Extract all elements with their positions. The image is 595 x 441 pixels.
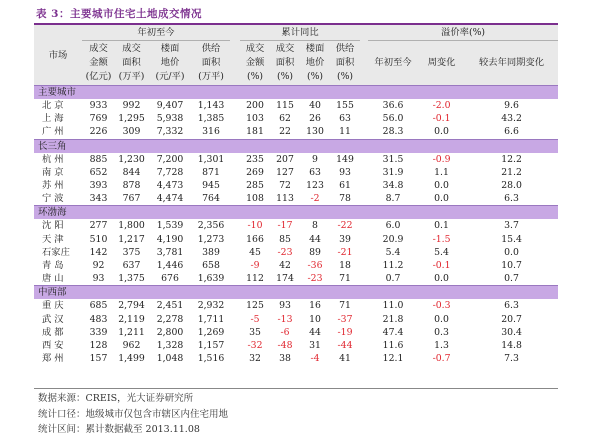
header-spacer bbox=[230, 25, 240, 86]
table-row bbox=[34, 313, 558, 326]
value-cell: 181 bbox=[246, 126, 264, 138]
value-cell: 1,639 bbox=[197, 273, 225, 285]
value-cell: 1,048 bbox=[156, 353, 184, 365]
value-cell: 103 bbox=[246, 113, 264, 125]
value-cell: 200 bbox=[246, 100, 264, 111]
value-cell: 0.0 bbox=[434, 126, 449, 138]
value-cell: 26 bbox=[309, 113, 321, 125]
value-cell: 44 bbox=[309, 233, 321, 245]
value-cell: -10 bbox=[247, 220, 263, 232]
value-cell: -21 bbox=[337, 246, 353, 258]
value-cell: 0.7 bbox=[385, 273, 401, 285]
value-cell: -13 bbox=[277, 313, 293, 325]
section-header-row bbox=[34, 206, 558, 220]
value-cell: 3.7 bbox=[504, 220, 519, 232]
value-cell: 685 bbox=[89, 300, 108, 312]
ytd-col-header: 楼面 地价 (元/平) bbox=[148, 41, 192, 86]
table-row bbox=[34, 246, 558, 259]
spacer-cell bbox=[360, 179, 368, 192]
value-cell: 339 bbox=[89, 326, 108, 338]
city-name: 广 州 bbox=[42, 126, 64, 138]
value-cell: 7.3 bbox=[504, 353, 519, 365]
value-cell: 285 bbox=[246, 180, 264, 192]
value-cell: 7,728 bbox=[156, 166, 184, 178]
city-name: 青 岛 bbox=[42, 260, 64, 272]
spacer-cell bbox=[230, 192, 240, 206]
value-cell: 0.3 bbox=[434, 326, 449, 338]
table-row bbox=[34, 112, 558, 125]
header-spacer bbox=[360, 25, 368, 86]
value-cell: 15.4 bbox=[501, 233, 522, 245]
value-cell: 0.1 bbox=[434, 220, 449, 232]
value-cell: 871 bbox=[202, 166, 220, 178]
value-cell: 11 bbox=[339, 126, 351, 138]
value-cell: -9 bbox=[250, 260, 260, 272]
value-cell: 174 bbox=[276, 273, 294, 285]
value-cell: 31.5 bbox=[382, 153, 404, 165]
note-source: 数据来源：CREIS，光大证券研究所 bbox=[38, 393, 194, 404]
value-cell: 2,451 bbox=[156, 300, 184, 312]
value-cell: 2,932 bbox=[197, 300, 225, 312]
city-name: 石家庄 bbox=[42, 246, 70, 258]
spacer-cell bbox=[360, 313, 368, 326]
city-name: 杭 州 bbox=[42, 153, 64, 165]
value-cell: 945 bbox=[202, 180, 220, 192]
value-cell: 343 bbox=[89, 193, 108, 205]
spacer-cell bbox=[230, 352, 240, 365]
yoy-col-header: 成交 金额 (%) bbox=[240, 41, 270, 86]
value-cell: 22 bbox=[279, 126, 291, 138]
value-cell: -0.1 bbox=[432, 260, 451, 272]
value-cell: 62 bbox=[279, 113, 291, 125]
value-cell: 2,800 bbox=[156, 326, 184, 338]
ytd-col-header: 成交 面积 (万平) bbox=[115, 41, 148, 86]
value-cell: 18 bbox=[339, 260, 351, 272]
value-cell: 235 bbox=[246, 153, 264, 165]
value-cell: 20.9 bbox=[382, 233, 404, 245]
value-cell: 63 bbox=[309, 166, 321, 178]
spacer-cell bbox=[230, 125, 240, 139]
value-cell: 1,217 bbox=[118, 233, 145, 245]
value-cell: 108 bbox=[246, 193, 264, 205]
value-cell: 2,794 bbox=[118, 300, 145, 312]
spacer-cell bbox=[360, 219, 368, 232]
value-cell: 3,781 bbox=[156, 246, 184, 258]
section-header-row bbox=[34, 286, 558, 300]
table-row bbox=[34, 352, 558, 365]
value-cell: 9 bbox=[312, 153, 318, 165]
value-cell: 20.7 bbox=[501, 313, 522, 325]
value-cell: 1,269 bbox=[197, 326, 225, 338]
table-row bbox=[34, 153, 558, 166]
land-transaction-table bbox=[34, 25, 558, 365]
city-name: 重 庆 bbox=[42, 300, 64, 312]
value-cell: 44 bbox=[309, 326, 321, 338]
value-cell: 6.3 bbox=[504, 300, 519, 312]
value-cell: -17 bbox=[277, 220, 293, 232]
spacer-cell bbox=[230, 259, 240, 272]
table-row bbox=[34, 99, 558, 112]
value-cell: 992 bbox=[122, 100, 141, 111]
value-cell: 6.0 bbox=[385, 220, 401, 232]
ytd-col-header: 成交 金额 (亿元) bbox=[82, 41, 115, 86]
value-cell: 21.2 bbox=[501, 166, 522, 178]
city-name: 唐 山 bbox=[42, 273, 64, 285]
value-cell: 12.1 bbox=[382, 353, 404, 365]
value-cell: 1,516 bbox=[197, 353, 225, 365]
spacer-cell bbox=[360, 153, 368, 166]
value-cell: 130 bbox=[306, 126, 324, 138]
value-cell: 125 bbox=[246, 300, 264, 312]
value-cell: 28.3 bbox=[382, 126, 404, 138]
value-cell: 1.1 bbox=[434, 166, 449, 178]
value-cell: -32 bbox=[247, 340, 263, 352]
value-cell: 2,119 bbox=[118, 313, 145, 325]
value-cell: 34.8 bbox=[382, 180, 404, 192]
value-cell: 39 bbox=[339, 233, 351, 245]
value-cell: 43.2 bbox=[501, 113, 522, 125]
yoy-col-header: 成交 面积 (%) bbox=[270, 41, 300, 86]
value-cell: 85 bbox=[279, 233, 291, 245]
city-name: 南 京 bbox=[42, 166, 64, 178]
value-cell: 0.0 bbox=[434, 273, 449, 285]
value-cell: 166 bbox=[246, 233, 264, 245]
value-cell: 878 bbox=[122, 180, 141, 192]
value-cell: 1,711 bbox=[197, 313, 225, 325]
value-cell: 962 bbox=[122, 340, 141, 352]
value-cell: 8 bbox=[312, 220, 318, 232]
value-cell: 11.2 bbox=[382, 260, 404, 272]
value-cell: 38 bbox=[279, 353, 291, 365]
value-cell: 4,473 bbox=[156, 180, 184, 192]
city-name: 苏 州 bbox=[42, 180, 64, 192]
section-label: 长三角 bbox=[34, 139, 558, 153]
table-body bbox=[34, 86, 558, 366]
value-cell: 393 bbox=[89, 180, 108, 192]
city-name: 西 安 bbox=[42, 340, 64, 352]
ytd-col-header: 供给 面积 (万平) bbox=[192, 41, 230, 86]
value-cell: 92 bbox=[92, 260, 105, 272]
value-cell: 1,328 bbox=[156, 340, 184, 352]
value-cell: 71 bbox=[339, 300, 351, 312]
section-label: 环渤海 bbox=[34, 206, 558, 220]
spacer-cell bbox=[360, 259, 368, 272]
table-row bbox=[34, 192, 558, 206]
spacer-cell bbox=[360, 339, 368, 352]
table-title: 表 3：主要城市住宅土地成交情况 bbox=[36, 8, 202, 20]
value-cell: -44 bbox=[337, 340, 353, 352]
table-row bbox=[34, 233, 558, 246]
value-cell: 767 bbox=[122, 193, 141, 205]
spacer-cell bbox=[230, 179, 240, 192]
value-cell: 764 bbox=[202, 193, 220, 205]
city-name: 北 京 bbox=[42, 100, 64, 111]
value-cell: 0.0 bbox=[434, 313, 449, 325]
spacer-cell bbox=[230, 339, 240, 352]
value-cell: 115 bbox=[276, 100, 294, 111]
value-cell: 7,332 bbox=[156, 126, 184, 138]
spacer-cell bbox=[230, 219, 240, 232]
value-cell: 1,230 bbox=[118, 153, 145, 165]
table-row bbox=[34, 259, 558, 272]
value-cell: 226 bbox=[89, 126, 108, 138]
value-cell: 31 bbox=[309, 340, 321, 352]
value-cell: 61 bbox=[339, 180, 351, 192]
value-cell: -2 bbox=[310, 193, 320, 205]
table-notes bbox=[38, 391, 228, 438]
value-cell: 112 bbox=[246, 273, 264, 285]
spacer-cell bbox=[230, 166, 240, 179]
table-row bbox=[34, 219, 558, 232]
table-row bbox=[34, 339, 558, 352]
value-cell: -37 bbox=[337, 313, 353, 325]
spacer-cell bbox=[360, 99, 368, 112]
value-cell: 6.3 bbox=[504, 193, 519, 205]
yoy-group-header: 累计同比 bbox=[240, 25, 360, 41]
spacer-cell bbox=[230, 299, 240, 312]
value-cell: 375 bbox=[122, 246, 141, 258]
value-cell: 93 bbox=[92, 273, 105, 285]
spacer-cell bbox=[230, 246, 240, 259]
value-cell: 35 bbox=[249, 326, 261, 338]
value-cell: 933 bbox=[89, 100, 108, 111]
header-row-columns bbox=[34, 41, 558, 86]
value-cell: 1,157 bbox=[197, 340, 225, 352]
spacer-cell bbox=[360, 233, 368, 246]
value-cell: 71 bbox=[339, 273, 351, 285]
value-cell: 1,273 bbox=[197, 233, 225, 245]
section-label: 主要城市 bbox=[34, 86, 558, 100]
spacer-cell bbox=[230, 233, 240, 246]
city-name: 天 津 bbox=[42, 233, 64, 245]
table-row bbox=[34, 272, 558, 286]
value-cell: 155 bbox=[336, 100, 354, 111]
value-cell: 45 bbox=[249, 246, 261, 258]
value-cell: 309 bbox=[122, 126, 141, 138]
value-cell: 389 bbox=[202, 246, 220, 258]
value-cell: 1,539 bbox=[156, 220, 184, 232]
value-cell: -6 bbox=[280, 326, 290, 338]
value-cell: 41 bbox=[339, 353, 351, 365]
bottom-rule bbox=[34, 388, 558, 389]
value-cell: 5,938 bbox=[156, 113, 184, 125]
value-cell: 5.4 bbox=[385, 246, 401, 258]
value-cell: 483 bbox=[89, 313, 108, 325]
table-row bbox=[34, 299, 558, 312]
value-cell: 1,211 bbox=[118, 326, 145, 338]
table-row bbox=[34, 179, 558, 192]
yoy-col-header: 楼面 地价 (%) bbox=[300, 41, 330, 86]
value-cell: 42 bbox=[279, 260, 291, 272]
value-cell: 11.6 bbox=[382, 340, 404, 352]
value-cell: -19 bbox=[337, 326, 353, 338]
value-cell: -4 bbox=[310, 353, 320, 365]
spacer-cell bbox=[360, 125, 368, 139]
value-cell: 277 bbox=[89, 220, 108, 232]
spacer-cell bbox=[230, 313, 240, 326]
value-cell: 78 bbox=[339, 193, 351, 205]
value-cell: 0.7 bbox=[504, 273, 519, 285]
spacer-cell bbox=[360, 246, 368, 259]
value-cell: 30.4 bbox=[501, 326, 522, 338]
value-cell: 0.0 bbox=[434, 193, 449, 205]
city-name: 成 都 bbox=[42, 326, 64, 338]
value-cell: 844 bbox=[122, 166, 141, 178]
value-cell: 21.8 bbox=[382, 313, 404, 325]
value-cell: 8.7 bbox=[385, 193, 401, 205]
value-cell: 1,143 bbox=[197, 100, 225, 111]
spacer-cell bbox=[360, 112, 368, 125]
value-cell: 207 bbox=[276, 153, 294, 165]
spacer-cell bbox=[360, 299, 368, 312]
table-row bbox=[34, 326, 558, 339]
value-cell: 652 bbox=[89, 166, 108, 178]
value-cell: 128 bbox=[89, 340, 108, 352]
value-cell: 142 bbox=[89, 246, 108, 258]
spacer-cell bbox=[230, 112, 240, 125]
value-cell: -1.5 bbox=[432, 233, 451, 245]
spacer-cell bbox=[360, 326, 368, 339]
city-name: 郑 州 bbox=[42, 353, 64, 365]
value-cell: 123 bbox=[306, 180, 324, 192]
value-cell: 2,278 bbox=[156, 313, 184, 325]
city-name: 上 海 bbox=[42, 113, 64, 125]
value-cell: 127 bbox=[276, 166, 294, 178]
value-cell: 1,446 bbox=[156, 260, 184, 272]
value-cell: 11.0 bbox=[382, 300, 404, 312]
value-cell: 1,301 bbox=[197, 153, 225, 165]
premium-group-header: 溢价率(%) bbox=[368, 25, 558, 41]
spacer-cell bbox=[230, 153, 240, 166]
value-cell: 32 bbox=[249, 353, 261, 365]
value-cell: -0.1 bbox=[432, 113, 451, 125]
table-row bbox=[34, 166, 558, 179]
section-header-row bbox=[34, 86, 558, 100]
value-cell: 149 bbox=[336, 153, 354, 165]
value-cell: 16 bbox=[309, 300, 321, 312]
value-cell: 14.8 bbox=[501, 340, 522, 352]
city-name: 沈 阳 bbox=[42, 220, 64, 232]
market-header: 市场 bbox=[34, 25, 82, 86]
value-cell: 5.4 bbox=[434, 246, 449, 258]
value-cell: 10.7 bbox=[501, 260, 522, 272]
value-cell: 113 bbox=[276, 193, 294, 205]
section-header-row bbox=[34, 139, 558, 153]
value-cell: 93 bbox=[339, 166, 351, 178]
value-cell: 637 bbox=[122, 260, 141, 272]
value-cell: -0.9 bbox=[432, 153, 451, 165]
spacer-cell bbox=[360, 166, 368, 179]
value-cell: -5 bbox=[250, 313, 260, 325]
value-cell: 316 bbox=[202, 126, 220, 138]
spacer-cell bbox=[230, 99, 240, 112]
value-cell: 10 bbox=[309, 313, 321, 325]
note-scope: 统计口径：地级城市仅包含市辖区内住宅用地 bbox=[38, 408, 229, 420]
value-cell: 769 bbox=[89, 113, 108, 125]
spacer-cell bbox=[360, 192, 368, 206]
value-cell: 1,385 bbox=[197, 113, 225, 125]
spacer-cell bbox=[230, 272, 240, 286]
value-cell: 72 bbox=[279, 180, 291, 192]
table-row bbox=[34, 125, 558, 139]
city-name: 宁 波 bbox=[42, 193, 64, 205]
value-cell: 7,200 bbox=[156, 153, 184, 165]
value-cell: -0.3 bbox=[432, 300, 451, 312]
value-cell: 28.0 bbox=[501, 180, 522, 192]
note-period: 统计区间：累计数据截至 2013.11.08 bbox=[38, 424, 200, 435]
value-cell: 269 bbox=[246, 166, 264, 178]
value-cell: 47.4 bbox=[382, 326, 404, 338]
spacer-cell bbox=[360, 272, 368, 286]
value-cell: 31.9 bbox=[382, 166, 404, 178]
value-cell: 0.0 bbox=[504, 246, 519, 258]
section-label: 中西部 bbox=[34, 286, 558, 300]
premium-col-header: 年初至今 bbox=[368, 41, 418, 86]
value-cell: 4,190 bbox=[156, 233, 184, 245]
value-cell: 93 bbox=[279, 300, 291, 312]
value-cell: 36.6 bbox=[382, 100, 404, 111]
value-cell: 4,474 bbox=[156, 193, 184, 205]
value-cell: 885 bbox=[89, 153, 108, 165]
value-cell: 1.3 bbox=[434, 340, 449, 352]
value-cell: 1,499 bbox=[118, 353, 145, 365]
value-cell: 0.0 bbox=[434, 180, 449, 192]
ytd-group-header: 年初至今 bbox=[82, 25, 230, 41]
value-cell: 1,375 bbox=[118, 273, 145, 285]
value-cell: 157 bbox=[89, 353, 108, 365]
spacer-cell bbox=[360, 352, 368, 365]
value-cell: -22 bbox=[337, 220, 353, 232]
premium-col-header: 较去年同期变化 bbox=[465, 41, 558, 86]
value-cell: 12.2 bbox=[501, 153, 522, 165]
city-name: 武 汉 bbox=[42, 313, 64, 325]
value-cell: -2.0 bbox=[432, 100, 451, 111]
value-cell: -0.7 bbox=[432, 353, 451, 365]
value-cell: 40 bbox=[309, 100, 321, 111]
value-cell: -23 bbox=[277, 246, 293, 258]
value-cell: -23 bbox=[307, 273, 323, 285]
premium-col-header: 周变化 bbox=[418, 41, 465, 86]
value-cell: 676 bbox=[161, 273, 179, 285]
value-cell: 63 bbox=[339, 113, 351, 125]
value-cell: 2,356 bbox=[197, 220, 225, 232]
value-cell: 1,800 bbox=[118, 220, 145, 232]
value-cell: 658 bbox=[202, 260, 220, 272]
value-cell: 6.6 bbox=[504, 126, 519, 138]
spacer-cell bbox=[230, 326, 240, 339]
value-cell: 9,407 bbox=[156, 100, 184, 111]
value-cell: -48 bbox=[277, 340, 293, 352]
value-cell: 89 bbox=[309, 246, 321, 258]
yoy-col-header: 供给 面积 (%) bbox=[330, 41, 360, 86]
header-row-groups bbox=[34, 25, 558, 41]
value-cell: 510 bbox=[89, 233, 108, 245]
value-cell: 56.0 bbox=[382, 113, 404, 125]
value-cell: -36 bbox=[307, 260, 323, 272]
value-cell: 9.6 bbox=[504, 100, 519, 111]
value-cell: 1,295 bbox=[118, 113, 145, 125]
